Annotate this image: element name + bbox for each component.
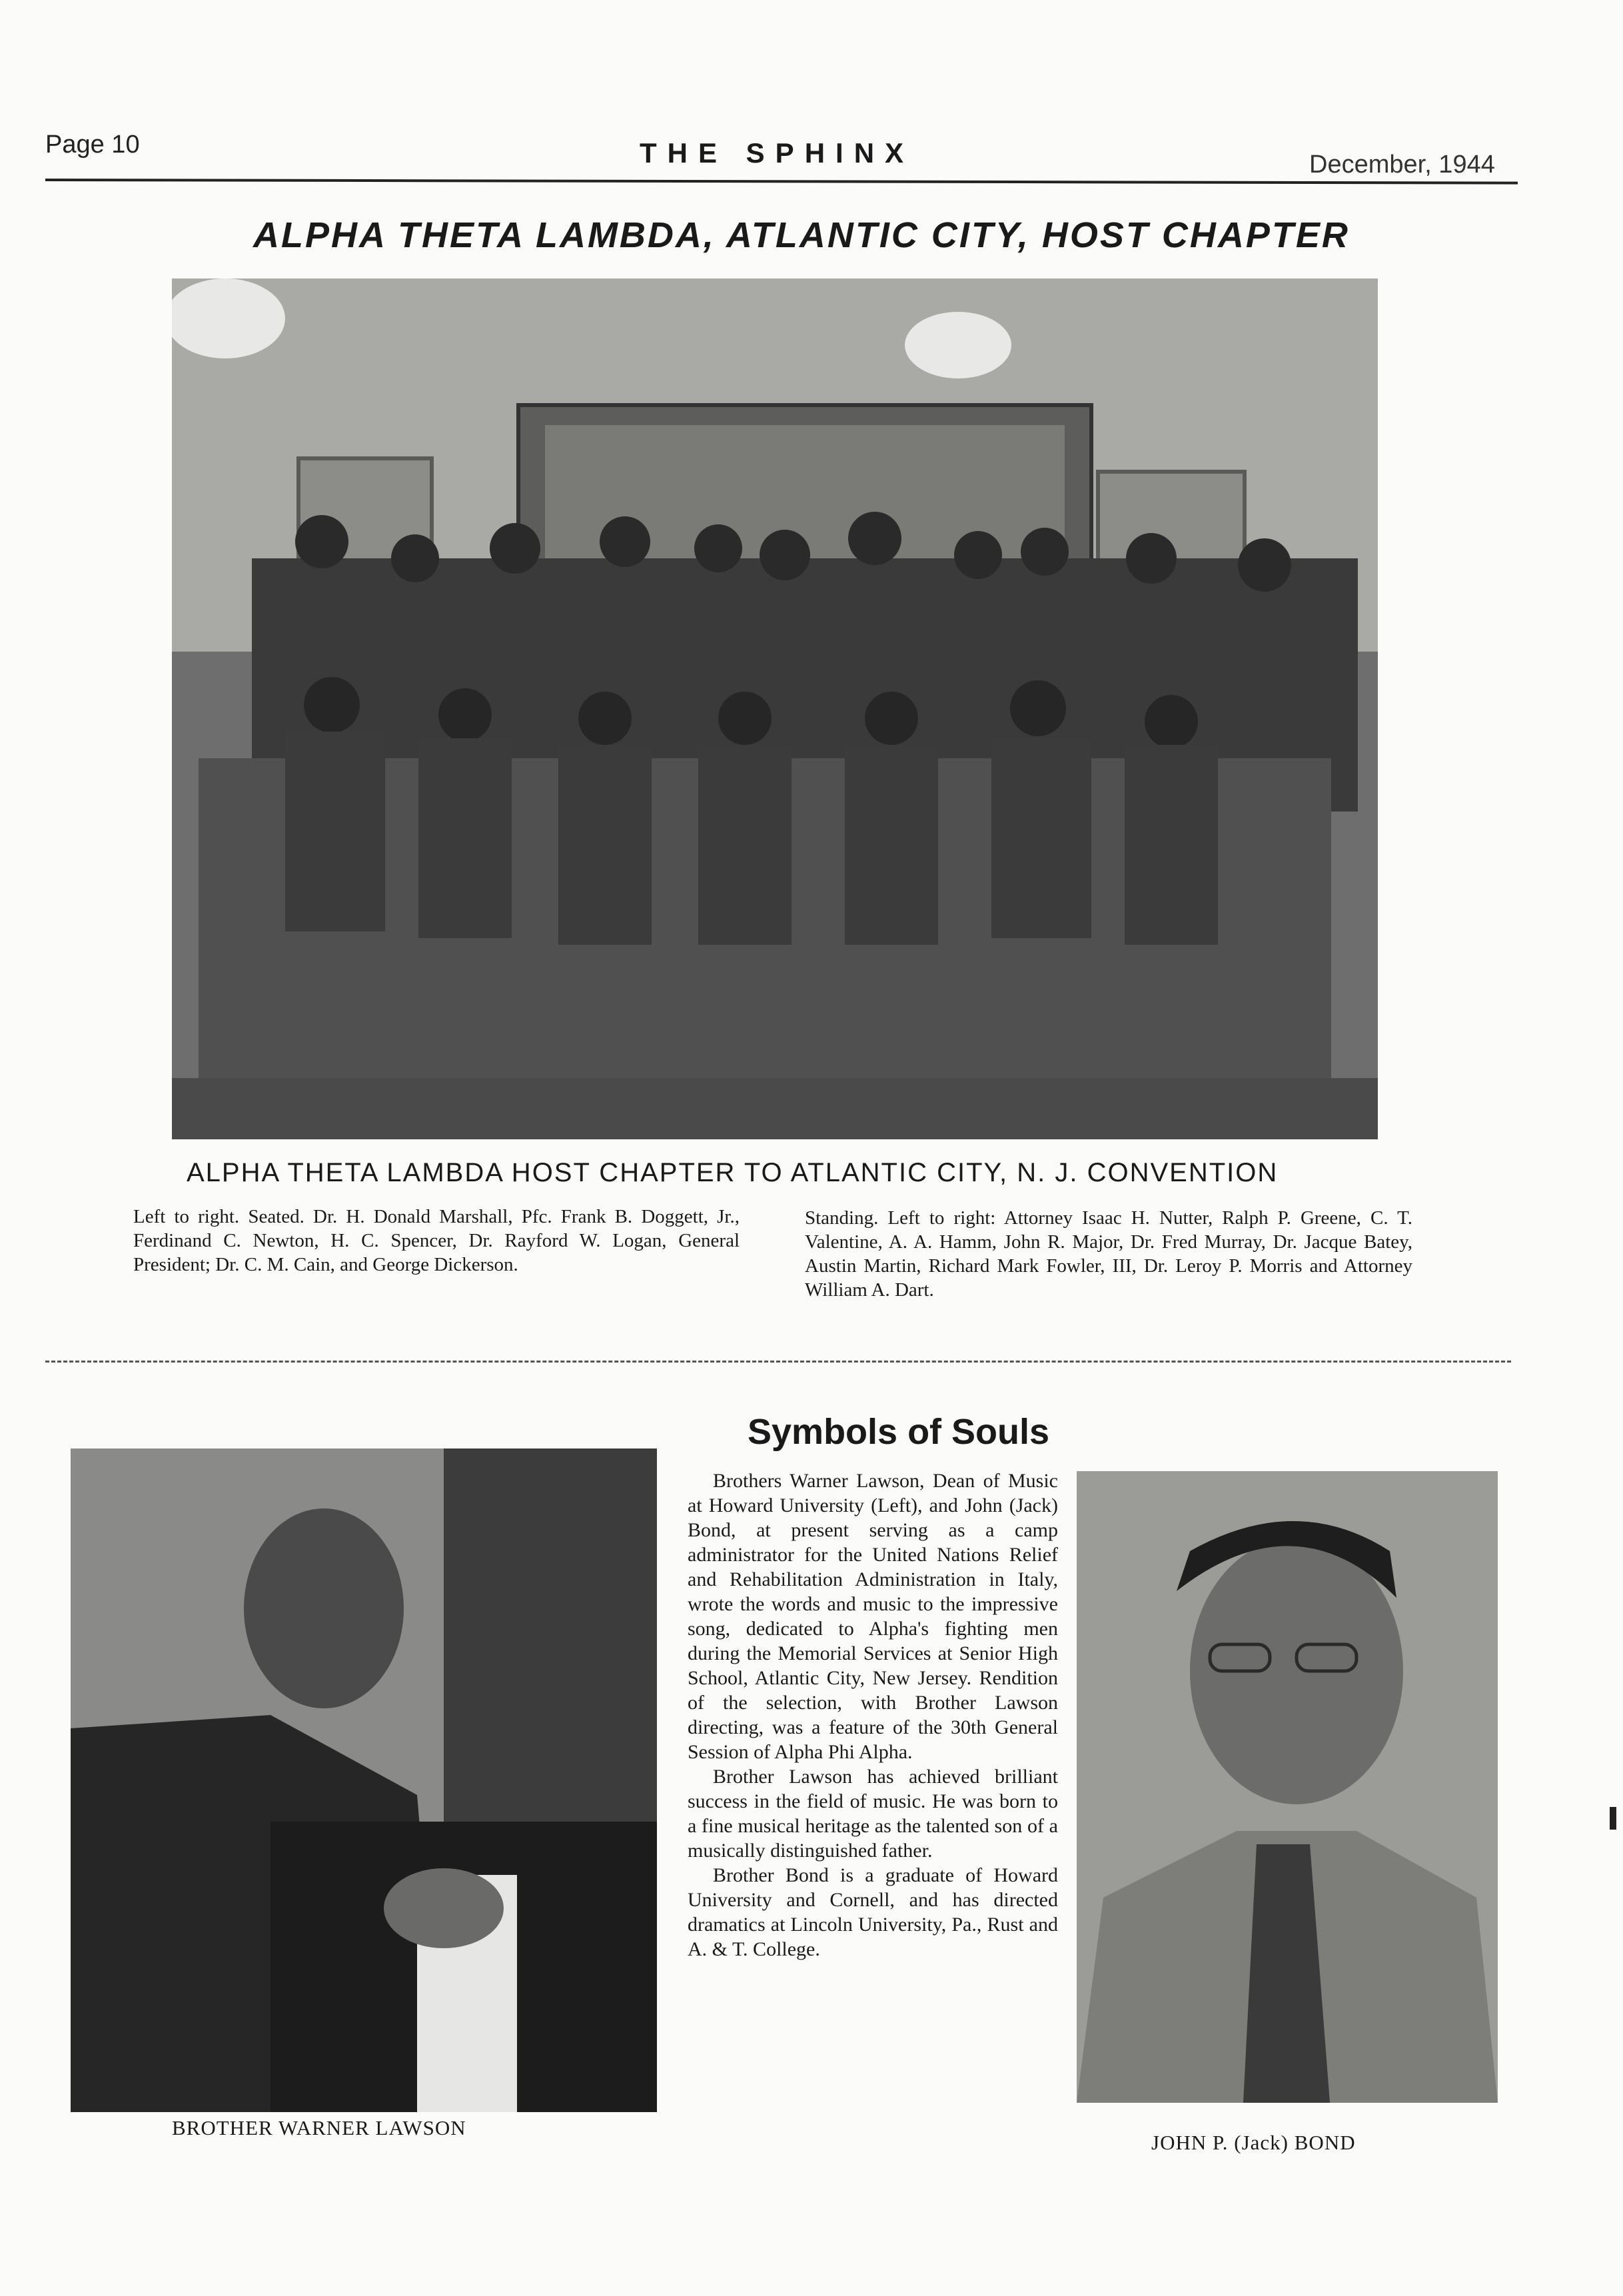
publication-title: THE SPHINX	[640, 137, 915, 169]
header-rule	[45, 179, 1518, 185]
warner-lawson-photo	[71, 1448, 657, 2112]
article-paragraph: Brothers Warner Lawson, Dean of Music at Howard University (Left), and John (Jack) Bond, at present serving as a camp administrator for the United Nations Relief and Rehabilitation Administration in Italy, wrote the words and music to the impressive song, dedicated to Alpha's fighting men during the Memorial Services at Senior High School, Atlantic City, New Jersey. Rendition of the selection, with Brother Lawson directing, was a feature of the 30th General Session of Alpha Phi Alpha.	[688, 1470, 1058, 1763]
margin-mark	[1610, 1807, 1616, 1830]
page-number: Page 10	[45, 131, 140, 159]
page-title: ALPHA THETA LAMBDA, ATLANTIC CITY, HOST CHAPTER	[253, 215, 1350, 255]
group-photo-caption-heading: ALPHA THETA LAMBDA HOST CHAPTER TO ATLANTIC CITY, N. J. CONVENTION	[187, 1158, 1279, 1187]
group-photo-caption-standing: Standing. Left to right: Attorney Isaac H. Nutter, Ralph P. Greene, C. T. Valentine, A. A. Hamm, John R. Major, Dr. Fred Murray, Dr. Jacque Batey, Austin Martin, Richard Mark Fowler, III, Dr. Leroy P. Morris and Attorney William A. Dart.	[805, 1207, 1412, 1301]
group-photo-caption-seated: Left to right. Seated. Dr. H. Donald Marshall, Pfc. Frank B. Doggett, Jr., Ferdinand C. Newton, H. C. Spencer, Dr. Rayford W. Logan, General President; Dr. C. M. Cain, and George Dickerson.	[133, 1206, 740, 1275]
article-heading: Symbols of Souls	[748, 1412, 1050, 1452]
bond-photo-caption: JOHN P. (Jack) BOND	[1151, 2131, 1356, 2154]
group-photo	[172, 279, 1378, 1139]
issue-date: December, 1944	[1309, 151, 1495, 179]
section-divider	[45, 1361, 1511, 1363]
article-paragraph: Brother Lawson has achieved brilliant success in the field of music. He was born to a fine musical heritage as the talented son of a musically distinguished father.	[688, 1766, 1058, 1862]
article-paragraph: Brother Bond is a graduate of Howard University and Cornell, and has directed dramatics at Lincoln University, Pa., Rust and A. & T. College.	[688, 1864, 1058, 1960]
john-bond-photo	[1077, 1471, 1498, 2103]
lawson-photo-caption: BROTHER WARNER LAWSON	[172, 2116, 466, 2139]
article-body	[688, 1468, 1058, 1962]
